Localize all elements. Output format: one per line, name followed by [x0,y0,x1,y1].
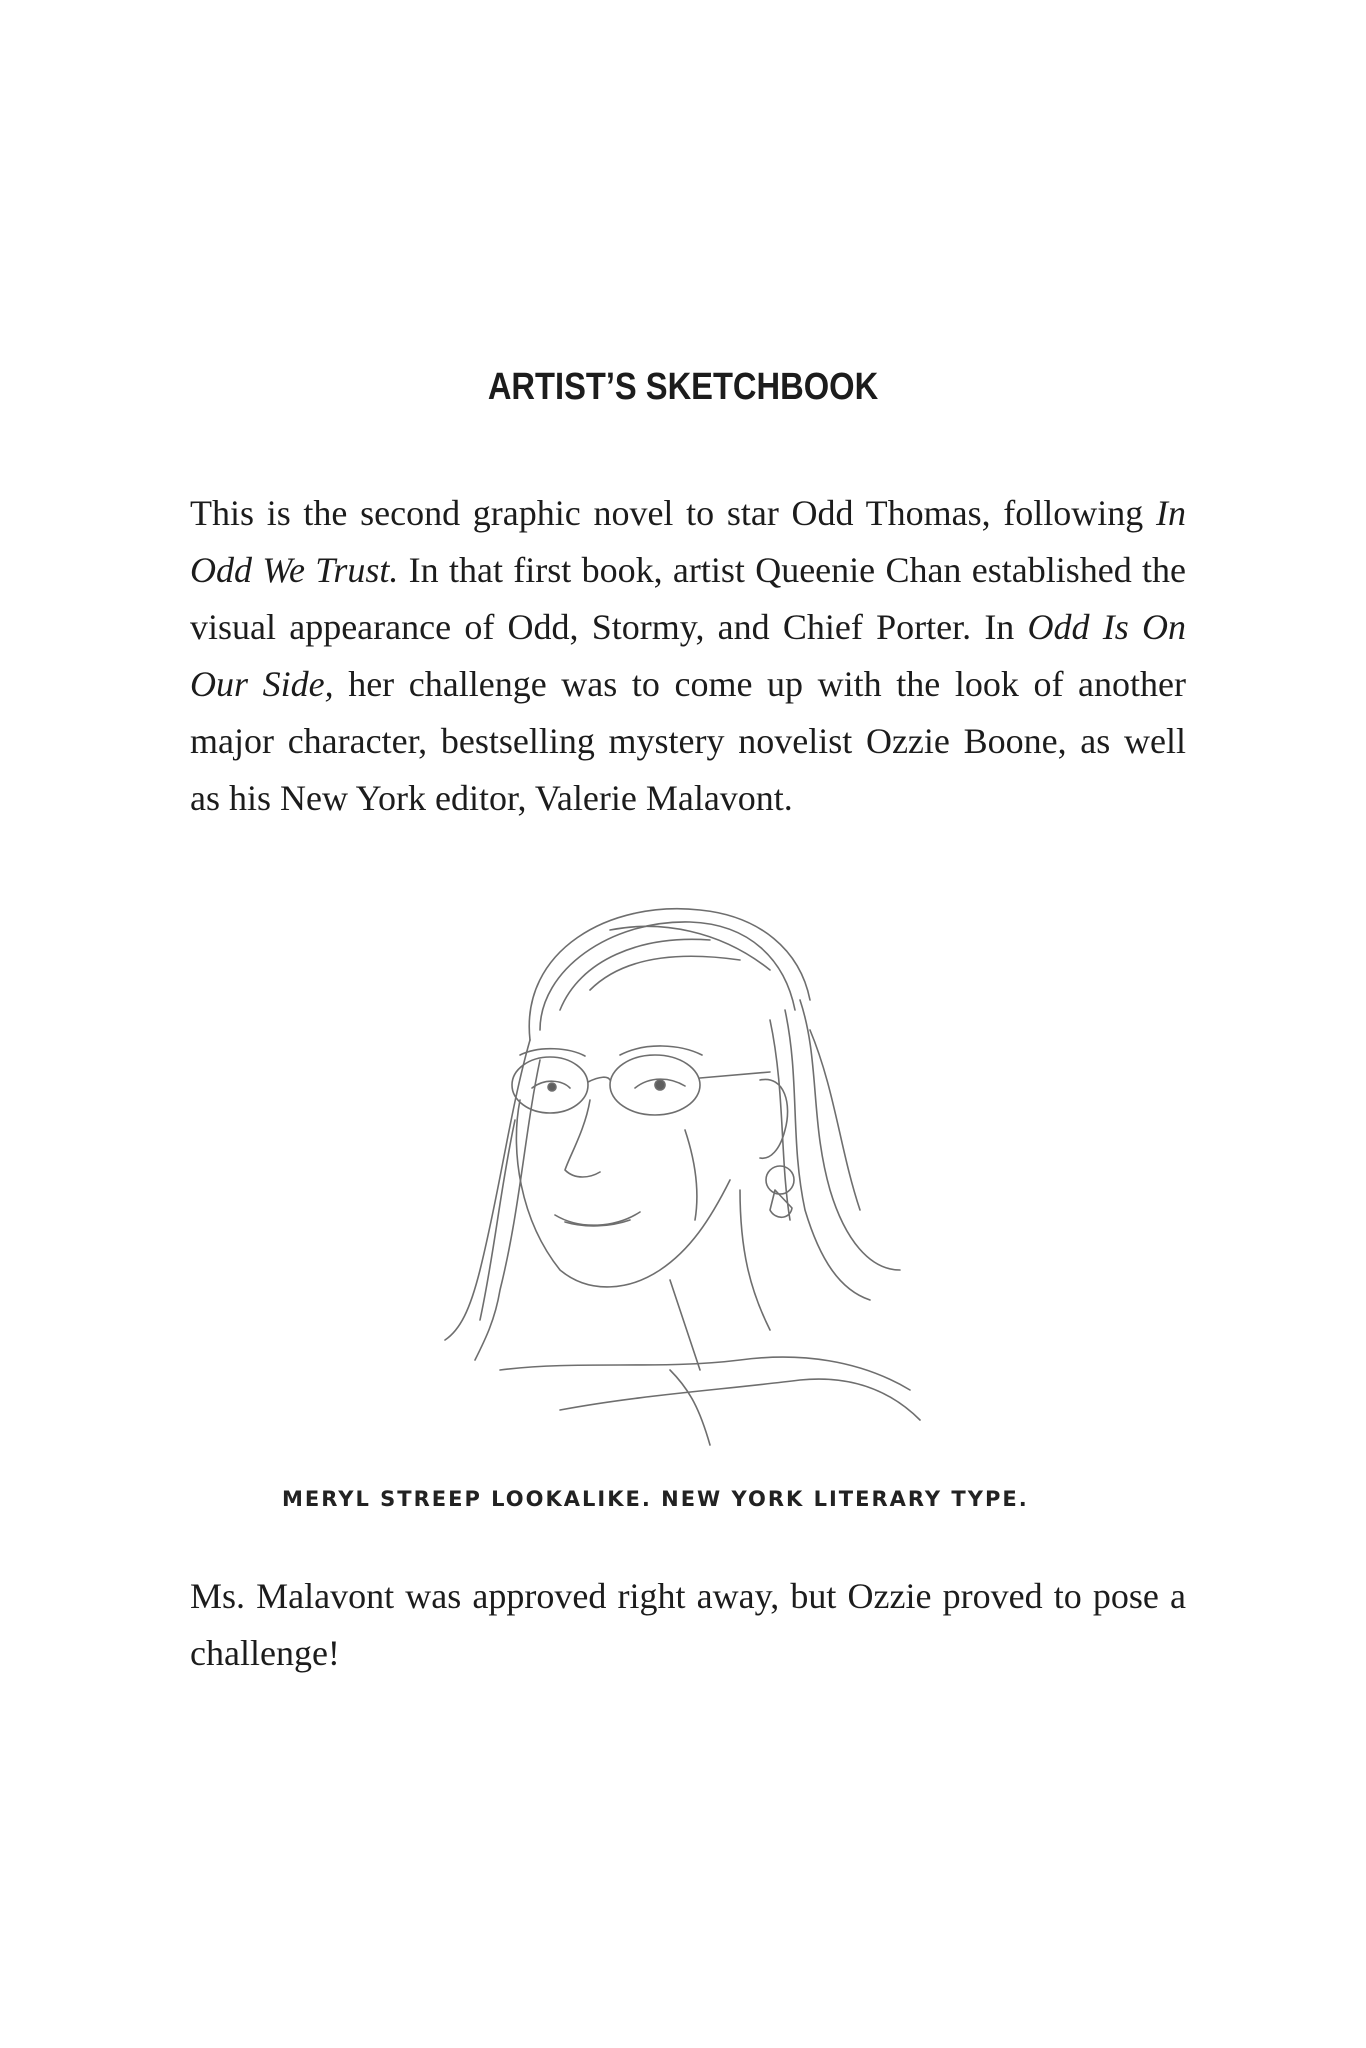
book-title-odd-is-on-our-side: Odd Is On Our Side, [190,607,1187,704]
portrait-sketch [440,890,940,1450]
book-title-in-odd-we-trust: In Odd We Trust. [190,493,1186,590]
intro-paragraph [190,485,1186,827]
page-title: ARTIST’S SKETCHBOOK [487,366,879,408]
intro-text-1: This is the second graphic novel to star Odd Thomas, following [190,493,1156,533]
closing-paragraph: Ms. Malavont was approved right away, but Ozzie proved to pose a challenge! [190,1576,1186,1673]
sketch-caption: MERYL STREEP LOOKALIKE. NEW YORK LITERARY TYPE. [282,1487,1029,1511]
intro-text-2: In that first book, artist Queenie Chan established the visual appearance of Odd, Stormy, and Chief Porter. In [190,550,1187,647]
intro-text-3: her challenge was to come up with the look of another major character, bestselling mystery novelist Ozzie Boone, as well as his New York editor, Valerie Malavont. [190,664,1186,818]
